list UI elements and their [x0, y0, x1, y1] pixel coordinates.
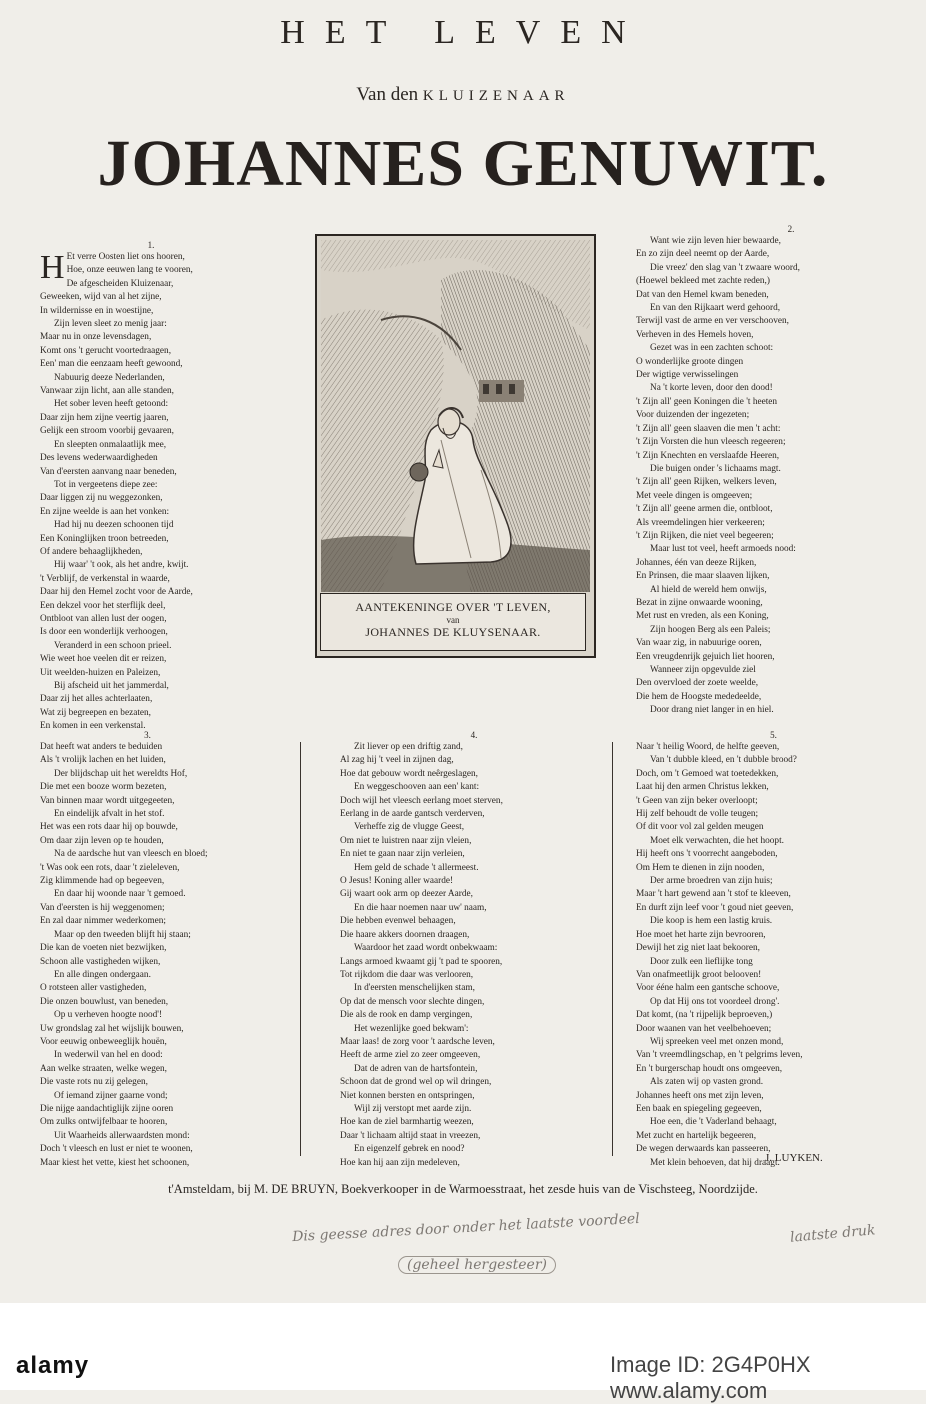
caption-line-1: AANTEKENINGE OVER 'T LEVEN,	[355, 600, 551, 614]
poem-line: Hij heeft ons 't voorrecht aangeboden,	[636, 849, 778, 860]
stanza-lines	[340, 741, 608, 1170]
poem-line: Of dit voor vol zal gelden meugen	[636, 822, 764, 833]
poem-line: Een Koninglijken troon betreeden,	[40, 533, 169, 544]
title-subline-prefix: Van den	[356, 84, 419, 105]
poem-line: Door zulk een lieflijke tong	[650, 956, 753, 967]
poem-line: Of iemand zijner gaarne vond;	[54, 1090, 168, 1101]
poem-line: Hoe, onze eeuwen lang te vooren,	[66, 265, 193, 276]
poem-line: Bij afscheid uit het jammerdal,	[54, 681, 169, 691]
poem-line: Is door een wonderlijk verhoogen,	[40, 627, 168, 638]
poem-line: Maar op den tweeden blijft hij staan;	[54, 929, 191, 940]
poem-line: Wijl zij verstopt met aarde zijn.	[354, 1103, 472, 1114]
poem-line: En niet te gaan naar zijn verleien,	[340, 849, 465, 860]
stanza-2	[636, 224, 906, 718]
poem-line: Zit liever op een driftig zand,	[354, 742, 463, 752]
poem-line: Het wezenlijke goed bekwam':	[354, 1023, 469, 1034]
poem-line: Voor ééne halm een gantsche schoove,	[636, 983, 780, 994]
poem-line: Zig klimmende had op begeeven,	[40, 876, 165, 887]
poem-line: Aan welke straaten, welke wegen,	[40, 1063, 168, 1074]
poem-line: Die haare akkers doornen draagen,	[340, 929, 470, 940]
poem-line: En zijne weelde is aan het vonken:	[40, 506, 170, 517]
poem-line: Veranderd in een schoon prieel.	[54, 640, 172, 651]
poem-line: Uit weelden-huizen en Paleizen,	[40, 667, 161, 678]
poem-line: Johannes, één van deeze Rijken,	[636, 557, 757, 568]
stanza-lines	[636, 235, 906, 718]
poem-line: Die vaste rots nu zij gelegen,	[40, 1077, 148, 1088]
poem-line: Verheffe zig de vlugge Geest,	[354, 822, 465, 833]
poem-line: En zal daar nimmer wederkomen;	[40, 916, 166, 927]
engraving-caption	[320, 593, 586, 651]
poem-line: En sleepten onmalaatlijk mee,	[54, 439, 167, 450]
column-divider-right	[612, 742, 613, 1156]
poem-line: Dewijl het zig niet laat bekooren,	[636, 943, 760, 954]
poem-line: 't Verblijf, de verkenstal in waarde,	[40, 573, 170, 584]
poem-line: Doch wijl het vleesch eerlang moet sterven,	[340, 795, 503, 806]
poem-line: Om niet te luistren naar zijn vleien,	[340, 835, 472, 846]
poem-line: Gezet was in een zachten schoot:	[650, 343, 774, 354]
poem-line: 't Zijn Vorsten die hun vleesch regeeren;	[636, 437, 786, 448]
poem-line: Het was een rots daar hij op bouwde,	[40, 822, 178, 833]
poem-line: Wij spreeken veel met onzen mond,	[650, 1036, 784, 1047]
stanza-lines	[40, 741, 295, 1170]
poem-line: O Jesus! Koning aller waarde!	[340, 876, 454, 887]
poem-line: Uit Waarheids allerwaardsten mond:	[54, 1130, 190, 1141]
poem-line: Hij waar' 't ook, als het andre, kwijt.	[54, 560, 189, 571]
poem-line: Zijn leven sleet zo menig jaar:	[54, 319, 167, 330]
poem-line: En alle dingen ondergaan.	[54, 969, 151, 980]
poem-line: Naar 't heilig Woord, de helfte geeven,	[636, 742, 780, 752]
poem-line: Dat komt, (na 't rijpelijk beproeven,)	[636, 1010, 773, 1021]
poem-line: In wildernisse en in woestijne,	[40, 305, 154, 316]
poem-line: Met rust en vreden, als een Koning,	[636, 611, 769, 622]
poem-line: Dat heeft wat anders te beduiden	[40, 742, 163, 752]
column-divider-left	[300, 742, 301, 1156]
poem-line: Schoon alle vastigheden wijken,	[40, 956, 161, 967]
poem-line: Niet konnen bersten en ontspringen,	[340, 1090, 475, 1101]
poem-line: En die haar noemen naar uw' naam,	[354, 902, 487, 913]
poem-line: Maar laas! de zorg voor 't aardsche leven,	[340, 1036, 495, 1047]
poem-line: Voor eeuwig onbeweeglijk houën,	[40, 1036, 167, 1047]
poem-line: Wat zij begreepen en bezaten,	[40, 707, 152, 718]
poem-line: Die buigen onder 's lichaams magt.	[650, 463, 781, 474]
poem-line: Het sober leven heeft getoond:	[54, 399, 169, 410]
poem-line: Van d'eersten aanvang naar beneden,	[40, 466, 177, 477]
poem-line: Des levens wederwaardigheden	[40, 453, 158, 464]
stanza-number: 5.	[770, 730, 777, 740]
poem-line: Met veele dingen is omgeeven;	[636, 490, 753, 501]
poem-line: Terwijl vast de arme en ver verschooven,	[636, 316, 789, 327]
poem-line: Op u verheven hoogte nood'!	[54, 1010, 163, 1021]
poem-line: Daar 't lichaam altijd staat in vreezen,	[340, 1130, 481, 1141]
poem-line: Hij zelf behoudt de volle teugen;	[636, 809, 759, 820]
stanza-number: 3.	[144, 730, 151, 740]
poem-line: Tot in vergeetens diepe zee:	[54, 479, 158, 490]
stanza-5	[636, 730, 911, 1170]
poem-line: Die hebben evenwel behaagen,	[340, 916, 456, 927]
poem-line: Daar liggen zij nu weggezonken,	[40, 493, 163, 504]
poem-line: En weggeschooven aan een' kant:	[354, 782, 480, 793]
watermark-image-id: Image ID: 2G4P0HX	[610, 1352, 811, 1377]
poem-line: Vanwaar zijn licht, aan alle standen,	[40, 386, 174, 397]
poem-line: Doch 't vleesch en lust er niet te woonen,	[40, 1144, 193, 1155]
poem-line: En daar hij woonde naar 't gemoed.	[54, 889, 186, 900]
poem-line: Daar hij den Hemel zocht voor de Aarde,	[40, 587, 193, 598]
poem-line: Maar lust tot veel, heeft armoeds nood:	[650, 544, 796, 555]
poem-line: Heeft de arme ziel zo zeer omgeeven,	[340, 1050, 481, 1061]
poem-line: En komen in een verkenstal.	[40, 721, 146, 732]
poem-line: Van 't dubble kleed, en 't dubble brood?	[650, 755, 797, 766]
poem-line: Als zaten wij op vasten grond.	[650, 1077, 764, 1088]
poem-line: Tot rijkdom die daar was verlooren,	[340, 969, 474, 980]
poem-line: De afgescheiden Kluizenaar,	[66, 278, 174, 289]
poem-line: Maar 't hart gewend aan 't stof te kleeven,	[636, 889, 791, 900]
stanza-3	[40, 730, 295, 1170]
poem-line: Wie weet hoe veelen dit er reizen,	[40, 654, 167, 665]
hermit-engraving	[321, 240, 590, 592]
poem-line: Een' man die eenzaam heeft gewoond,	[40, 359, 183, 370]
author-signature: J. LUYKEN.	[765, 1152, 823, 1164]
watermark-id	[610, 1352, 926, 1404]
poem-line: Om Hem te dienen in zijn nooden,	[636, 862, 765, 873]
watermark-site: www.alamy.com	[610, 1378, 768, 1403]
poem-line: 't Zijn Knechten en verslaafde Heeren,	[636, 450, 780, 461]
poem-line: Van binnen maar wordt uitgegeeten,	[40, 795, 175, 806]
poem-line: Hem geld de schade 't allermeest.	[354, 862, 479, 873]
poem-line: Moet elk verwachten, die het hoopt.	[650, 835, 784, 846]
poem-line: Gij waart ook arm op deezer Aarde,	[340, 889, 473, 900]
poem-line: Gelijk een stroom voorbij gevaaren,	[40, 426, 174, 437]
handwritten-note-3: laatste druk	[789, 1222, 877, 1246]
poem-line: Die met een booze worm bezeten,	[40, 782, 167, 793]
poem-line: Voor duizenden der ingezeten;	[636, 410, 750, 421]
poem-line: Langs armoed kwaamt gij 't pad te spooren,	[340, 956, 503, 967]
poem-line: Een vreugdenrijk gejuich liet hooren,	[636, 651, 775, 662]
poem-line: En van den Rijkaart werd gehoord,	[650, 303, 781, 314]
poem-line: Want wie zijn leven hier bewaarde,	[650, 236, 781, 246]
poem-line: Die hem de Hoogste mededeelde,	[636, 691, 762, 702]
poem-line: Komt ons 't gerucht voortedraagen,	[40, 345, 172, 356]
poem-line: Hoe kan hij aan zijn medeleven,	[340, 1157, 460, 1168]
stanza-number: 4.	[470, 730, 478, 740]
poem-line: Maar kiest het vette, kiest het schoonen,	[40, 1157, 190, 1168]
poem-line: Hoe moet het harte zijn bevrooren,	[636, 929, 766, 940]
poem-line: Die onzen bouwlust, van beneden,	[40, 996, 169, 1007]
poem-line: Zijn hoogen Berg als een Paleis;	[650, 624, 771, 635]
poem-line: Schoon dat de grond wel op wil dringen,	[340, 1077, 492, 1088]
poem-line: (Hoewel bekleed met zachte reden,)	[636, 276, 770, 287]
poem-line: Of andere behaaglijkheden,	[40, 546, 143, 557]
poem-line: Hoe een, die 't Vaderland behaagt,	[650, 1117, 777, 1128]
poem-line: En eigenzelf gebrek en nood?	[354, 1144, 465, 1155]
poem-line: Den overvloed der zoete weelde,	[636, 678, 759, 689]
poem-line: En eindelijk afvalt in het stof.	[54, 809, 165, 820]
poem-line: Om zulks ontwijfelbaar te hooren,	[40, 1117, 168, 1128]
poem-line: Van 't vreemdlingschap, en 't pelgrims leven,	[636, 1050, 803, 1061]
poem-line: De wegen derwaards kan passeeren,	[636, 1144, 771, 1155]
stanza-number: 1.	[147, 240, 155, 250]
title-subline	[0, 84, 926, 106]
title-het-leven: HET LEVEN	[280, 14, 646, 51]
poem-line: En Prinsen, die maar slaaven lijken,	[636, 571, 770, 582]
poem-line: Daar zij het alles achterlaaten,	[40, 694, 153, 705]
poem-line: Dat de adren van de hartsfontein,	[354, 1063, 478, 1074]
poem-line: Door waanen van het veelbehoeven;	[636, 1023, 772, 1034]
poem-line: Op dat Hij ons tot voordeel drong'.	[650, 996, 780, 1007]
poem-line: Van onafmeetlijk groot belooven!	[636, 969, 762, 980]
poem-line: Maar nu in onze levensdagen,	[40, 332, 152, 343]
poem-line: Verheven in des Hemels hoven,	[636, 329, 754, 340]
poem-line: Had hij nu deezen schoonen tijd	[54, 520, 174, 531]
poem-line: 't Zijn all' geene armen die, ontbloot,	[636, 504, 773, 515]
poem-line: 't Zijn all' geen slaaven die men 't acht:	[636, 423, 781, 434]
poem-line: Waardoor het zaad wordt onbekwaam:	[354, 943, 498, 954]
poem-line: Die kan de voeten niet bezwijken,	[40, 943, 167, 954]
poem-line: Om daar zijn leven op te houden,	[40, 835, 164, 846]
poem-line: Die als de rook en damp vergingen,	[340, 1010, 473, 1021]
stanza-1	[40, 240, 302, 734]
poem-line: Na de aardsche hut van vleesch en bloed;	[54, 849, 208, 860]
poem-line: Bezat in zijne onwaarde wooning,	[636, 597, 763, 608]
handwritten-note-1: Dis geesse adres door onder het laatste voordeel	[291, 1210, 641, 1246]
poem-line: Hoe dat gebouw wordt neêrgeslagen,	[340, 768, 478, 779]
poem-line: Van d'eersten is hij weggenomen;	[40, 902, 165, 913]
stanza-lines	[636, 741, 911, 1170]
poem-line: Der arme broedren van zijn huis;	[650, 876, 773, 887]
poem-line: Geweeken, wijd van al het zijne,	[40, 292, 162, 303]
poem-line: Dat van den Hemel kwam beneden,	[636, 289, 769, 300]
poem-line: Der wigtige verwisselingen	[636, 370, 739, 381]
caption-line-2: van	[446, 615, 460, 625]
poem-line: Op dat de mensch voor slechte dingen,	[340, 996, 485, 1007]
poem-line: Der blijdschap uit het wereldts Hof,	[54, 768, 188, 779]
drop-cap: H	[40, 249, 65, 286]
poem-line: Doch, om 't Gemoed wat toetedekken,	[636, 768, 779, 779]
poem-line: Al zag hij 't veel in zijnen dag,	[340, 755, 454, 766]
poem-line: Een baak en spiegeling gegeeven,	[636, 1103, 762, 1114]
poem-line: En zo zijn deel neemt op der Aarde,	[636, 249, 770, 260]
poem-line: Wanneer zijn opgevulde ziel	[650, 665, 756, 675]
poem-line: 't Geen van zijn beker overloopt;	[636, 795, 758, 806]
title-subline-caps: KLUIZENAAR	[422, 88, 570, 104]
poem-line: Johannes heeft ons met zijn leven,	[636, 1090, 764, 1101]
poem-line: 't Zijn all' geen Koningen die 't heeten	[636, 396, 778, 407]
poem-line: Met klein behoeven, dat hij draagt.	[650, 1157, 780, 1168]
poem-line: 't Zijn Rijken, die niet veel begeeren;	[636, 530, 774, 541]
stanza-lines	[40, 251, 302, 734]
poem-line: Die nijge aandachtiglijk zijne ooren	[40, 1103, 174, 1114]
poem-line: Een dekzel voor het sterflijk deel,	[40, 600, 166, 611]
poem-line: Nabuurig deeze Nederlanden,	[54, 372, 165, 383]
poem-line: Die koop is hem een lastig kruis.	[650, 916, 773, 927]
watermark-brand: alamy	[16, 1352, 90, 1379]
poem-line: Die vreez' den slag van 't zwaare woord,	[650, 262, 800, 273]
caption-line-3: JOHANNES DE KLUYSENAAR.	[365, 625, 541, 639]
poem-line: Na 't korte leven, door den dood!	[650, 383, 773, 394]
poem-line: Hoe kan de ziel barmhartig weezen,	[340, 1117, 474, 1128]
poem-line: En 't burgerschap houdt ons omgeeven,	[636, 1063, 783, 1074]
poem-line: Als 't vrolijk lachen en het luiden,	[40, 755, 166, 766]
stanza-4	[340, 730, 608, 1170]
poem-line: Van waar zig, in nabuurige ooren,	[636, 638, 762, 649]
poem-line: Al hield de wereld hem onwijs,	[650, 584, 767, 595]
poem-line: Als vreemdelingen hier verkeeren;	[636, 517, 765, 528]
poem-line: 't Zijn all' geen Rijken, welkers leven,	[636, 477, 777, 488]
poem-line: 't Was ook een rots, daar 't zieleleven,	[40, 862, 180, 873]
publisher-imprint: t'Amsteldam, bij M. DE BRUYN, Boekverkooper in de Warmoesstraat, het zesde huis van de Vischsteeg, Noordzijde.	[168, 1182, 758, 1196]
poem-line: Met zucht en hartelijk begeeren,	[636, 1130, 757, 1141]
poem-line: Et verre Oosten liet ons hooren,	[66, 252, 185, 262]
stanza-number: 2.	[787, 224, 795, 234]
poem-line: Ontbloot van allen lust der oogen,	[40, 613, 167, 624]
poem-line: En durft zijn leef voor 't goud niet geeven,	[636, 902, 794, 913]
poem-line: Uw grondslag zal het wijslijk bouwen,	[40, 1023, 184, 1034]
poem-line: In d'eersten menschelijken stam,	[354, 983, 475, 994]
poem-line: Laat hij den armen Christus lekken,	[636, 782, 769, 793]
title-johannes-genuwit: JOHANNES GENUWIT.	[97, 127, 829, 200]
poem-line: O wonderlijke groote dingen	[636, 356, 744, 367]
poem-line: Door drang niet langer in en hiel.	[650, 705, 774, 716]
poem-line: Eerlang in de aarde gantsch verderven,	[340, 809, 485, 820]
handwritten-note-2: (geheel hergesteer)	[398, 1256, 556, 1274]
poem-line: O rotsteen aller vastigheden,	[40, 983, 147, 994]
poem-line: Daar zijn hem zijne veertig jaaren,	[40, 412, 169, 423]
poem-line: In wederwil van hel en dood:	[54, 1050, 163, 1061]
